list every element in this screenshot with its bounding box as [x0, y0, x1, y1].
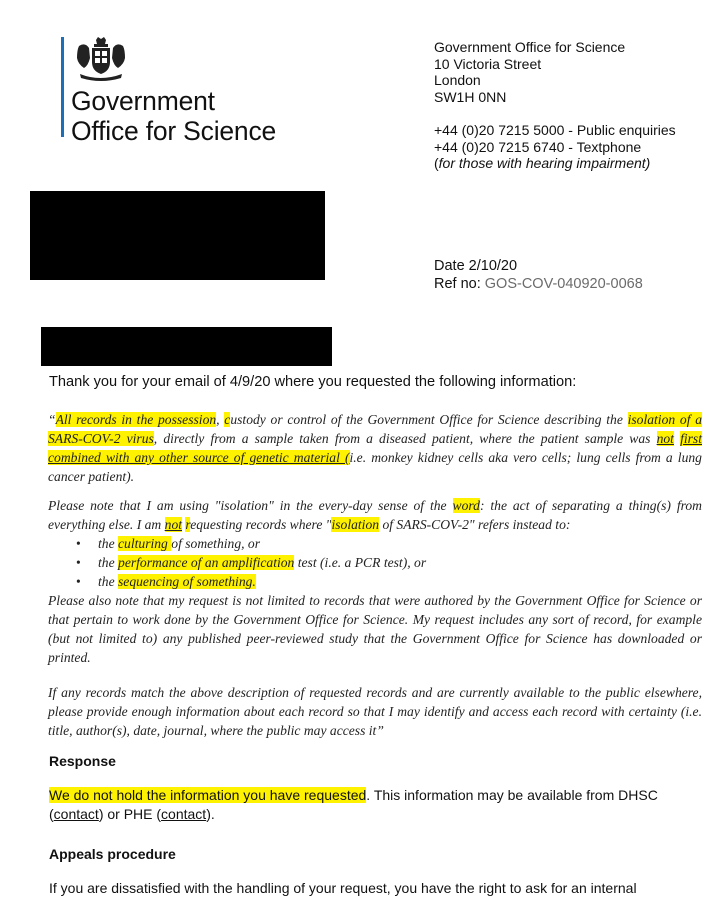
phone-textphone: +44 (0)20 7215 6740 - Textphone — [434, 138, 642, 155]
ref-label: Ref no: — [434, 276, 481, 292]
logo-bar — [61, 37, 64, 137]
ref-number: GOS-COV-040920-0068 — [484, 276, 643, 292]
address-line: Government Office for Science — [434, 39, 626, 55]
phone-public: +44 (0)20 7215 5000 - Public enquiries — [434, 122, 676, 138]
highlight: first combined with any other source of genetic material ( — [48, 431, 702, 465]
highlight: performance of an amplification — [118, 555, 295, 570]
redacted-salutation-block — [41, 327, 332, 366]
highlight: culturing — [118, 536, 172, 551]
letter-meta — [434, 257, 643, 293]
ref-line — [434, 275, 643, 293]
dhsc-contact-link[interactable]: contact — [53, 806, 99, 822]
request-quote-para3: Please also note that my request is not limited to records that were authored by the Government Office for Science or that pertain to work done by the Government Office for Science. My request includes any sort of record, for example (but not limited to) any published peer-reviewed study that the Government Office for Science has downloaded or printed. — [48, 593, 702, 665]
appeals-paragraph: If you are dissatisfied with the handling of your request, you have the right to ask for an internal — [49, 880, 637, 896]
list-item: • the sequencing of something. — [98, 572, 702, 591]
phe-contact-link[interactable]: contact — [161, 806, 207, 822]
highlight: not — [656, 431, 674, 446]
contact-phones — [434, 122, 676, 172]
highlight: All records in the possession — [55, 412, 217, 427]
royal-crest-icon — [76, 36, 126, 81]
address-block — [434, 39, 625, 105]
request-quote-para4: If any records match the above description of requested records and are currently available to the public elsewhere, please provide enough information about each record so that I may identify and access each record with certainty (i.e. title, author(s), date, journal, where the public may access it” — [48, 685, 702, 738]
highlight: word — [452, 498, 480, 513]
org-name-line2: Office for Science — [71, 116, 277, 146]
highlight: r — [185, 517, 191, 532]
highlight: c — [224, 412, 231, 427]
list-item: • the culturing of something, or — [98, 534, 702, 553]
address-line: SW1H 0NN — [434, 88, 507, 105]
org-name-line1: Government — [71, 86, 215, 116]
highlight: isolation of a SARS-COV-2 virus — [48, 412, 702, 446]
phone-note: (for those with hearing impairment) — [434, 155, 651, 171]
request-quote-para1: “All records in the possession, custody or control of the Government Office for Science describing the isolation of a SARS-COV-2 virus, directly from a sample taken from a diseased patient, where the patient sample was not first combined with any other source of genetic material (i.e. monkey kidney cells aka vero cells; lung cells from a lung cancer patient). — [48, 412, 702, 484]
list-item: • the performance of an amplification test (i.e. a PCR test), or — [98, 553, 702, 572]
intro-paragraph: Thank you for your email of 4/9/20 where you requested the following information: — [49, 374, 577, 390]
response-paragraph: We do not hold the information you have requested. This information may be available from DHSC (contact) or PHE (contact). — [49, 787, 658, 822]
redacted-recipient-block — [30, 191, 325, 280]
highlight: not — [164, 517, 183, 532]
address-line: London — [434, 72, 481, 88]
highlight: sequencing of something. — [118, 574, 256, 589]
bullet-list — [48, 534, 702, 591]
date-line: Date 2/10/20 — [434, 258, 518, 274]
highlight: We do not hold the information you have requested — [49, 787, 367, 803]
response-heading: Response — [49, 753, 116, 769]
appeals-heading: Appeals procedure — [49, 846, 176, 862]
highlight: isolation — [331, 517, 380, 532]
address-line: 10 Victoria Street — [434, 55, 542, 72]
request-quote-para2: Please note that I am using "isolation" in the every-day sense of the word: the act of separating a thing(s) from everything else. I am not requesting records where "isolation of SARS-COV-2" refers instead to: • the culturing of something, or • the performance of an amplification test (i.e. a PCR test), or • the sequencing of something. Please also note that my request is not limited to records that were authored by the Government Office for Science or that pertain to work done by the Government Office for Science. My request includes any sort of record, for example (but not limited to) any published peer-reviewed study that the Government Office for Science has downloaded or printed. — [48, 496, 702, 667]
